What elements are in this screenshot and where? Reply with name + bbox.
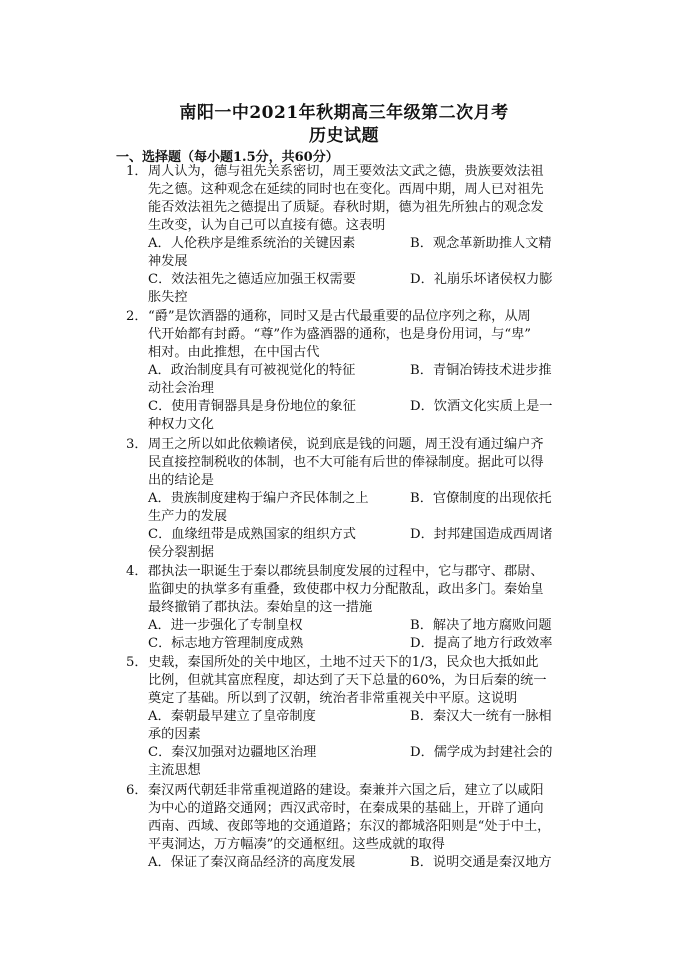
question-number: 3．: [126, 437, 148, 452]
option-row: [148, 744, 566, 762]
option-b: B．青铜冶铸技术进步推: [410, 363, 552, 378]
question-4: [126, 563, 566, 653]
question-stem: 史载，秦国所处的关中地区，土地不过天下的1/3，民众也大抵如此 比例，但就其富庶程度，却达到了天下总量的60%，为日后秦的统一 奠定了基础。所以到了汉朝，统治者非常重视关中平原。这说明: [148, 655, 547, 706]
section-heading: 一、选择题（每小题1.5分，共60分）: [116, 150, 339, 165]
option-wrap: 主流思想: [148, 763, 201, 778]
option-a: A．人伦秩序是维系统治的关键因素: [148, 236, 356, 251]
option-wrap: 侯分裂割据: [148, 545, 214, 560]
option-wrap: 种权力文化: [148, 417, 214, 432]
option-wrap: 承的因素: [148, 727, 201, 742]
exam-title: 南阳一中2021年秋期高三年级第二次月考: [179, 103, 509, 123]
option-d: D．封邦建国造成西周诸: [410, 527, 553, 542]
option-a: A．保证了秦汉商品经济的高度发展: [148, 855, 356, 870]
exam-subject: 历史试题: [309, 126, 379, 146]
option-row: [148, 235, 566, 253]
question-number: 1．: [126, 164, 148, 179]
option-row: [148, 617, 566, 635]
option-c: C．标志地方管理制度成熟: [148, 636, 304, 651]
question-6: [126, 782, 566, 872]
option-wrap: 动社会治理: [148, 381, 214, 396]
option-d: D．儒学成为封建社会的: [410, 745, 553, 760]
option-row: [148, 854, 566, 872]
option-c: C．使用青铜器具是身份地位的象征: [148, 399, 356, 414]
option-row: [148, 398, 566, 416]
option-b: B．解决了地方腐败问题: [410, 618, 552, 633]
option-d: D．礼崩乐坏诸侯权力膨: [410, 272, 553, 287]
option-row: [148, 271, 566, 289]
option-b: B．说明交通是秦汉地方: [410, 855, 552, 870]
question-5: [126, 654, 566, 780]
option-b: B．秦汉大一统有一脉相: [410, 709, 552, 724]
option-d: D．饮酒文化实质上是一: [410, 399, 553, 414]
option-d: D．提高了地方行政效率: [410, 636, 553, 651]
option-row: [148, 635, 566, 653]
option-c: C．效法祖先之德适应加强王权需要: [148, 272, 356, 287]
option-wrap: 生产力的发展: [148, 509, 228, 524]
option-a: A．政治制度具有可被视觉化的特征: [148, 363, 356, 378]
option-c: C．秦汉加强对边疆地区治理: [148, 745, 317, 760]
option-wrap: 胀失控: [148, 290, 188, 305]
option-b: B．观念革新助推人文精: [410, 236, 552, 251]
option-a: A．秦朝最早建立了皇帝制度: [148, 709, 316, 724]
option-row: [148, 362, 566, 380]
question-stem: “爵”是饮酒器的通称，同时又是古代最重要的品位序列之称，从周 代开始都有封爵。“尊”作为盛酒器的通称，也是身份用词，与“卑” 相对。由此推想，在中国古代: [148, 309, 532, 360]
option-a: A．进一步强化了专制皇权: [148, 618, 303, 633]
option-wrap: 神发展: [148, 254, 188, 269]
option-a: A．贵族制度建构于编户齐民体制之上: [148, 491, 369, 506]
question-stem: 秦汉两代朝廷非常重视道路的建设。秦兼并六国之后，建立了以咸阳 为中心的道路交通网；西汉武帝时，在秦成果的基础上，开辟了通向 西南、西域、夜郎等地的交通道路；东汉的都城洛阳则是“处于中土， 平夷洞达，万方幅凑”的交通枢纽。这些成就的取得: [148, 783, 551, 852]
option-b: B．官僚制度的出现依托: [410, 491, 552, 506]
question-2: [126, 308, 566, 434]
question-stem: 郡执法一职诞生于秦以郡统县制度发展的过程中，它与郡守、郡尉、 监御史的执掌多有重叠，致使郡中权力分配散乱，政出多门。秦始皇 最终撤销了郡执法。秦始皇的这一措施: [148, 564, 544, 615]
question-number: 6．: [126, 783, 148, 798]
option-row: [148, 708, 566, 726]
question-number: 5．: [126, 655, 148, 670]
question-1: [126, 163, 566, 307]
question-number: 2．: [126, 309, 148, 324]
question-number: 4．: [126, 564, 148, 579]
option-c: C．血缘纽带是成熟国家的组织方式: [148, 527, 356, 542]
question-stem: 周王之所以如此依赖诸侯，说到底是钱的问题，周王没有通过编户齐 民直接控制税收的体制，也不大可能有后世的俸禄制度。据此可以得 出的结论是: [148, 437, 544, 488]
question-3: [126, 436, 566, 562]
option-row: [148, 526, 566, 544]
question-stem: 周人认为，德与祖先关系密切，周王要效法文武之德，贵族要效法祖 先之德。这种观念在延续的同时也在变化。西周中期，周人已对祖先 能否效法祖先之德提出了质疑。春秋时期，德为祖先所独占的观念发 生改变，认为自己可以直接有德。这表明: [148, 164, 544, 233]
option-row: [148, 490, 566, 508]
